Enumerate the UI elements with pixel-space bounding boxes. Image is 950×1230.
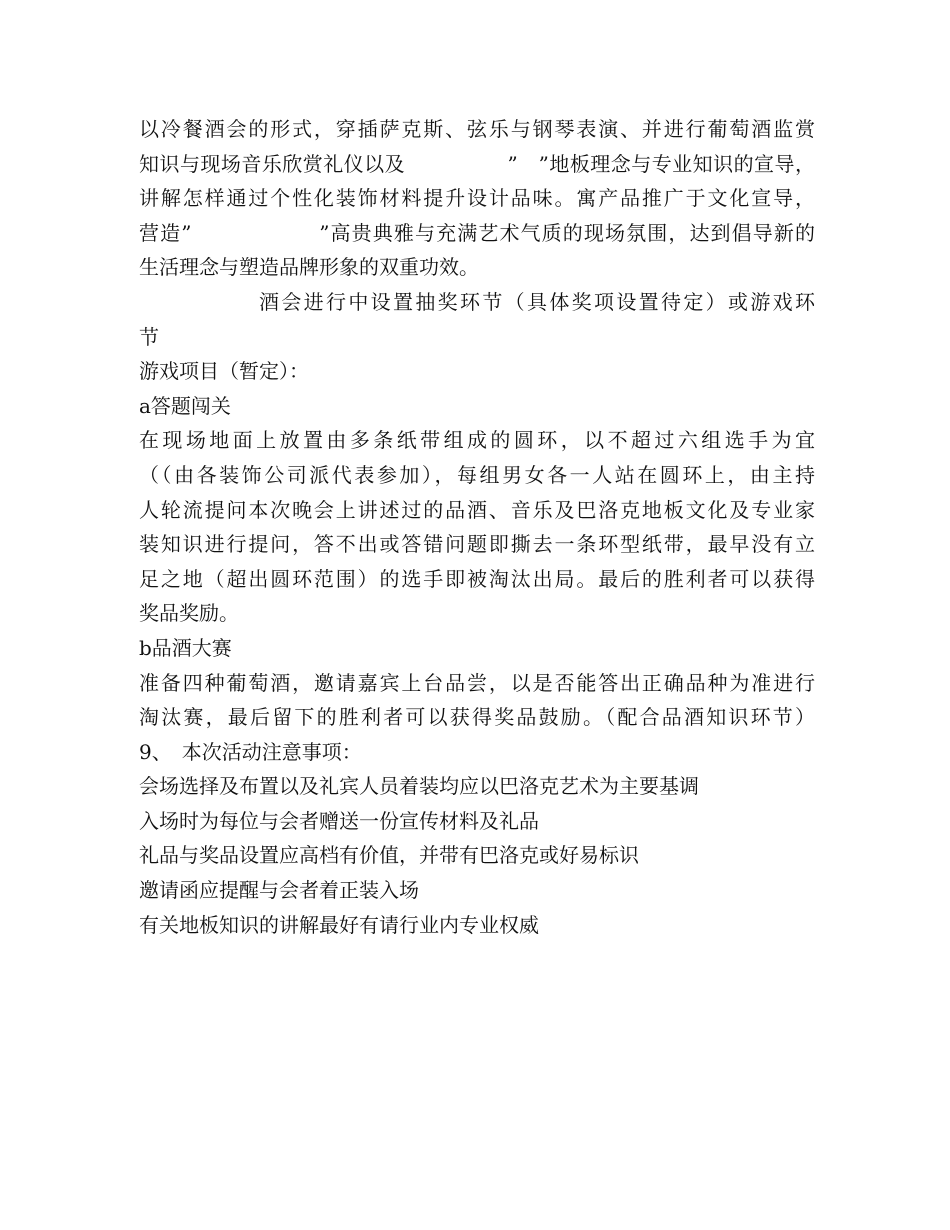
list-item: 礼品与奖品设置应高档有价值，并带有巴洛克或好易标识 xyxy=(139,843,639,868)
paragraph-line: 节 xyxy=(139,324,159,349)
document-body xyxy=(139,112,815,942)
paragraph-line: 讲解怎样通过个性化装饰材料提升设计品味。寓产品推广于文化宣导， xyxy=(139,186,815,211)
section-heading: 游戏项目（暂定）： xyxy=(139,359,309,384)
list-item: 会场选择及布置以及礼宾人员着装均应以巴洛克艺术为主要基调 xyxy=(139,774,699,799)
paragraph-line: 在现场地面上放置由多条纸带组成的圆环，以不超过六组选手为宜 xyxy=(139,428,815,453)
paragraph-line: 生活理念与塑造品牌形象的双重功效。 xyxy=(139,255,479,280)
subsection-heading: a答题闯关 xyxy=(139,393,231,418)
section-heading: 9、 本次活动注意事项： xyxy=(139,739,362,764)
paragraph-line: 营造” ”高贵典雅与充满艺术气质的现场氛围，达到倡导新的 xyxy=(139,220,815,245)
paragraph-line: 足之地（超出圆环范围）的选手即被淘汰出局。最后的胜利者可以获得 xyxy=(139,566,815,591)
paragraph-line: 装知识进行提问，答不出或答错问题即撕去一条环型纸带，最早没有立 xyxy=(139,532,815,557)
list-item: 邀请函应提醒与会者着正装入场 xyxy=(139,878,419,903)
subsection-heading: b品酒大赛 xyxy=(139,635,232,660)
paragraph-line: 知识与现场音乐欣赏礼仪以及 ” ”地板理念与专业知识的宣导， xyxy=(139,151,815,176)
paragraph-line: 酒会进行中设置抽奖环节（具体奖项设置待定）或游戏环 xyxy=(259,289,815,314)
paragraph-line: 准备四种葡萄酒，邀请嘉宾上台品尝，以是否能答出正确品种为准进行 xyxy=(139,670,815,695)
paragraph-line: 奖品奖励。 xyxy=(139,601,239,626)
list-item: 有关地板知识的讲解最好有请行业内专业权威 xyxy=(139,912,539,937)
paragraph-line: 人轮流提问本次晚会上讲述过的品酒、音乐及巴洛克地板文化及专业家 xyxy=(139,497,815,522)
paragraph-line: （（由各装饰公司派代表参加），每组男女各一人站在圆环上，由主持 xyxy=(139,462,815,487)
paragraph-line: 淘汰赛，最后留下的胜利者可以获得奖品鼓励。（配合品酒知识环节） xyxy=(139,705,815,730)
list-item: 入场时为每位与会者赠送一份宣传材料及礼品 xyxy=(139,808,539,833)
paragraph-line: 以冷餐酒会的形式，穿插萨克斯、弦乐与钢琴表演、并进行葡萄酒监赏 xyxy=(139,117,815,141)
